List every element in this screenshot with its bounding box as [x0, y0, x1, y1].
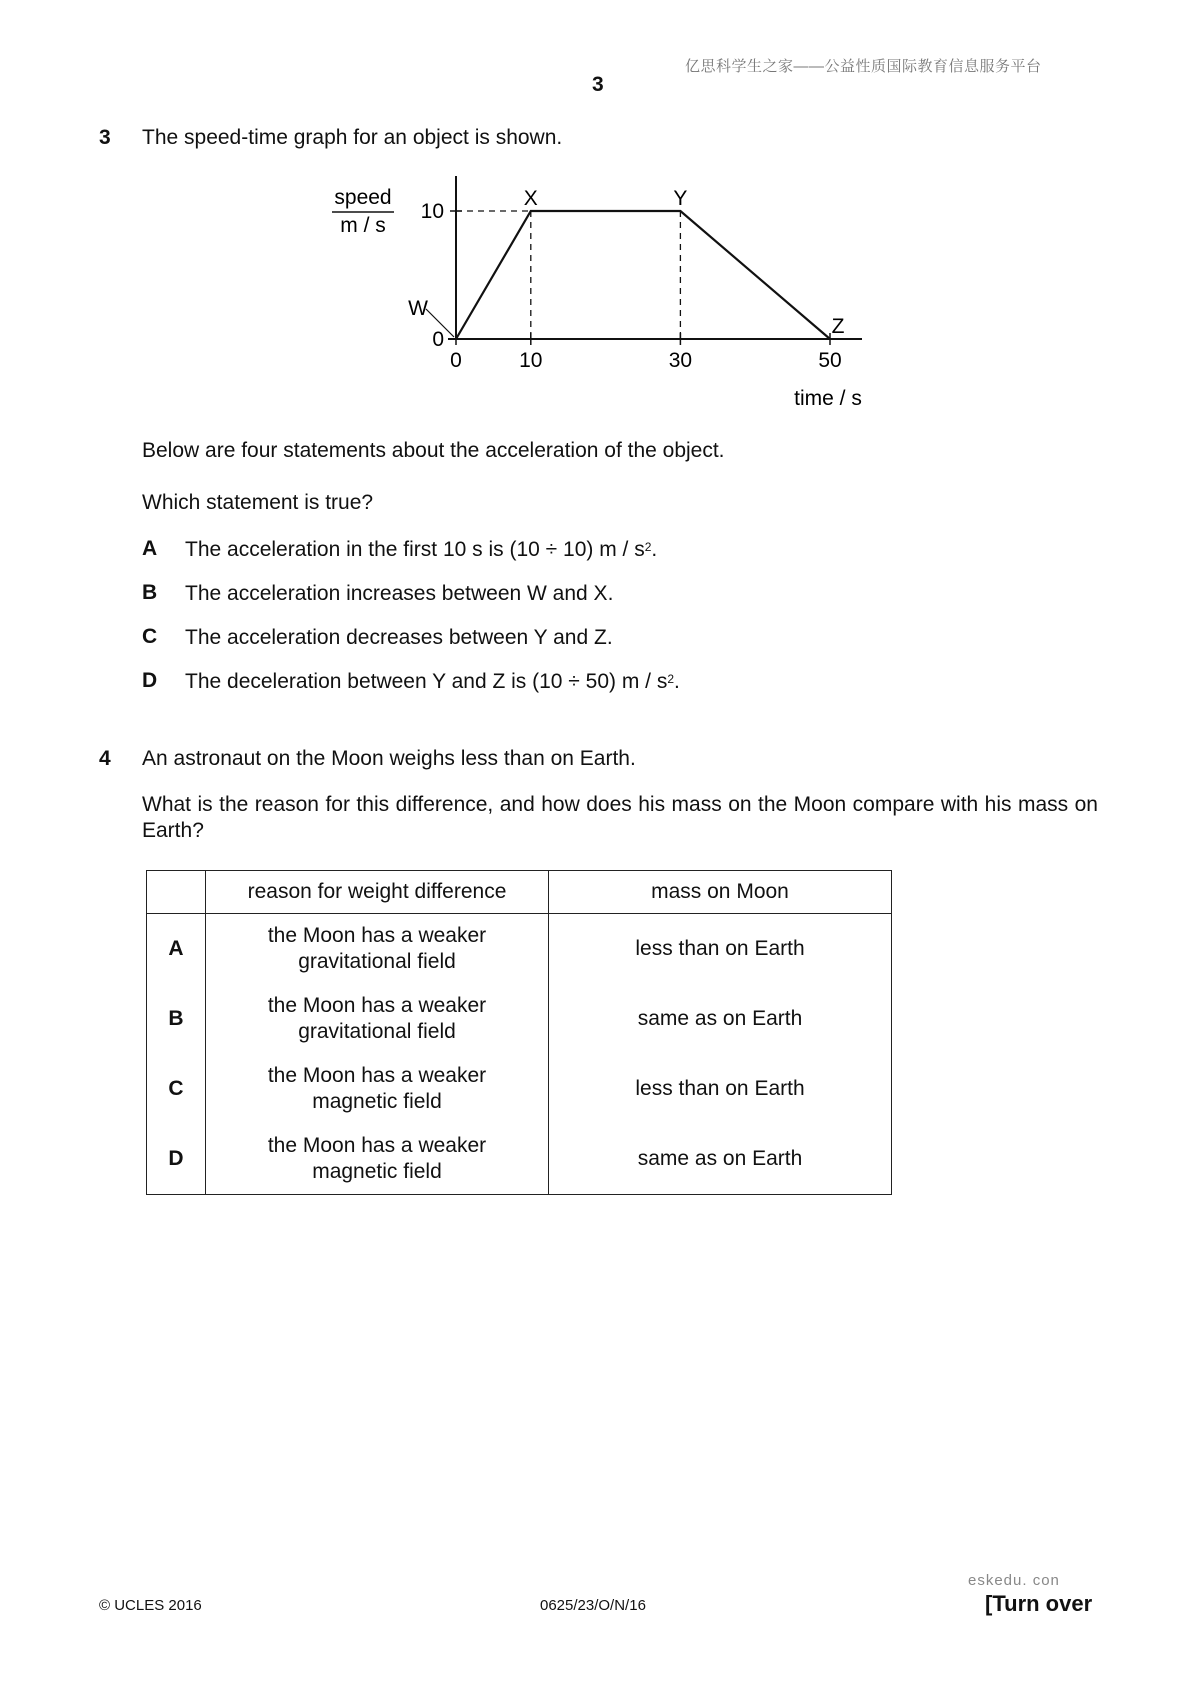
- table-row[interactable]: [147, 914, 892, 985]
- table-row[interactable]: [147, 984, 892, 1054]
- row-reason: the Moon has a weaker magnetic field: [206, 1054, 549, 1124]
- x-tick-label-30: 30: [668, 349, 693, 372]
- row-reason: the Moon has a weaker gravitational field: [206, 914, 549, 985]
- table-header-blank: [147, 871, 206, 914]
- table-header-row: [147, 871, 892, 914]
- option-text: The deceleration between Y and Z is (10 ÷ 50) m / $s^2$.: [185, 670, 680, 693]
- row-letter: B: [147, 984, 206, 1054]
- row-reason: the Moon has a weaker gravitational field: [206, 984, 549, 1054]
- answer-table: [146, 870, 892, 1195]
- y-tick-label-0: 0: [432, 328, 444, 351]
- point-label-X: X: [523, 187, 538, 210]
- y-tick-label-10: 10: [420, 200, 444, 223]
- footer-code: 0625/23/O/N/16: [540, 1597, 646, 1614]
- option-a[interactable]: [142, 537, 658, 561]
- option-c[interactable]: [142, 625, 613, 649]
- row-letter: D: [147, 1124, 206, 1195]
- option-d[interactable]: [142, 669, 680, 693]
- row-mass: less than on Earth: [549, 914, 892, 985]
- y-axis-label-bottom: m / s: [340, 214, 386, 237]
- option-text: The acceleration increases between W and X.: [185, 582, 614, 605]
- y-axis-label-top: speed: [334, 186, 392, 209]
- x-tick-label-10: 10: [519, 349, 543, 372]
- option-text: The acceleration decreases between Y and Z.: [185, 626, 613, 649]
- option-letter: A: [142, 537, 158, 560]
- row-letter: C: [147, 1054, 206, 1124]
- question-3-prompt: Which statement is true?: [142, 491, 374, 514]
- table-header-reason: reason for weight difference: [206, 871, 549, 914]
- x-tick-label-0: 0: [450, 349, 462, 372]
- row-letter: A: [147, 914, 206, 985]
- option-letter: C: [142, 625, 158, 648]
- question-4-prompt: What is the reason for this difference, and how does his mass on the Moon compare with his mass on Earth?: [142, 793, 1098, 842]
- x-axis-label: time / s: [794, 387, 862, 410]
- row-mass: same as on Earth: [549, 984, 892, 1054]
- footer-copyright: © UCLES 2016: [99, 1597, 202, 1614]
- question-3-lead: Below are four statements about the acceleration of the object.: [142, 439, 725, 462]
- point-label-Y: Y: [673, 187, 688, 210]
- option-letter: D: [142, 669, 158, 692]
- speed-line: [456, 211, 830, 339]
- question-3-number: 3: [99, 126, 111, 149]
- question-4-number: 4: [99, 747, 111, 770]
- option-text: The acceleration in the first 10 s is (10 ÷ 10) m / $s^2$.: [185, 538, 658, 561]
- footer-watermark: eskedu. con: [968, 1572, 1060, 1589]
- page-number: 3: [592, 73, 604, 96]
- option-letter: B: [142, 581, 158, 604]
- question-4-stem: An astronaut on the Moon weighs less than on Earth.: [142, 747, 636, 770]
- table-header-mass: mass on Moon: [549, 871, 892, 914]
- turn-over: [Turn over: [985, 1591, 1093, 1616]
- point-label-W: W: [408, 297, 428, 320]
- row-mass: same as on Earth: [549, 1124, 892, 1195]
- question-3-stem: The speed-time graph for an object is shown.: [142, 126, 563, 149]
- table-row[interactable]: [147, 1054, 892, 1124]
- header-watermark: 亿思科学生之家——公益性质国际教育信息服务平台: [685, 58, 1042, 75]
- speed-time-graph: [320, 170, 880, 420]
- row-reason: the Moon has a weaker magnetic field: [206, 1124, 549, 1195]
- x-tick-label-50: 50: [818, 349, 842, 372]
- row-mass: less than on Earth: [549, 1054, 892, 1124]
- table-row[interactable]: [147, 1124, 892, 1195]
- option-b[interactable]: [142, 581, 614, 605]
- point-label-Z: Z: [831, 315, 845, 338]
